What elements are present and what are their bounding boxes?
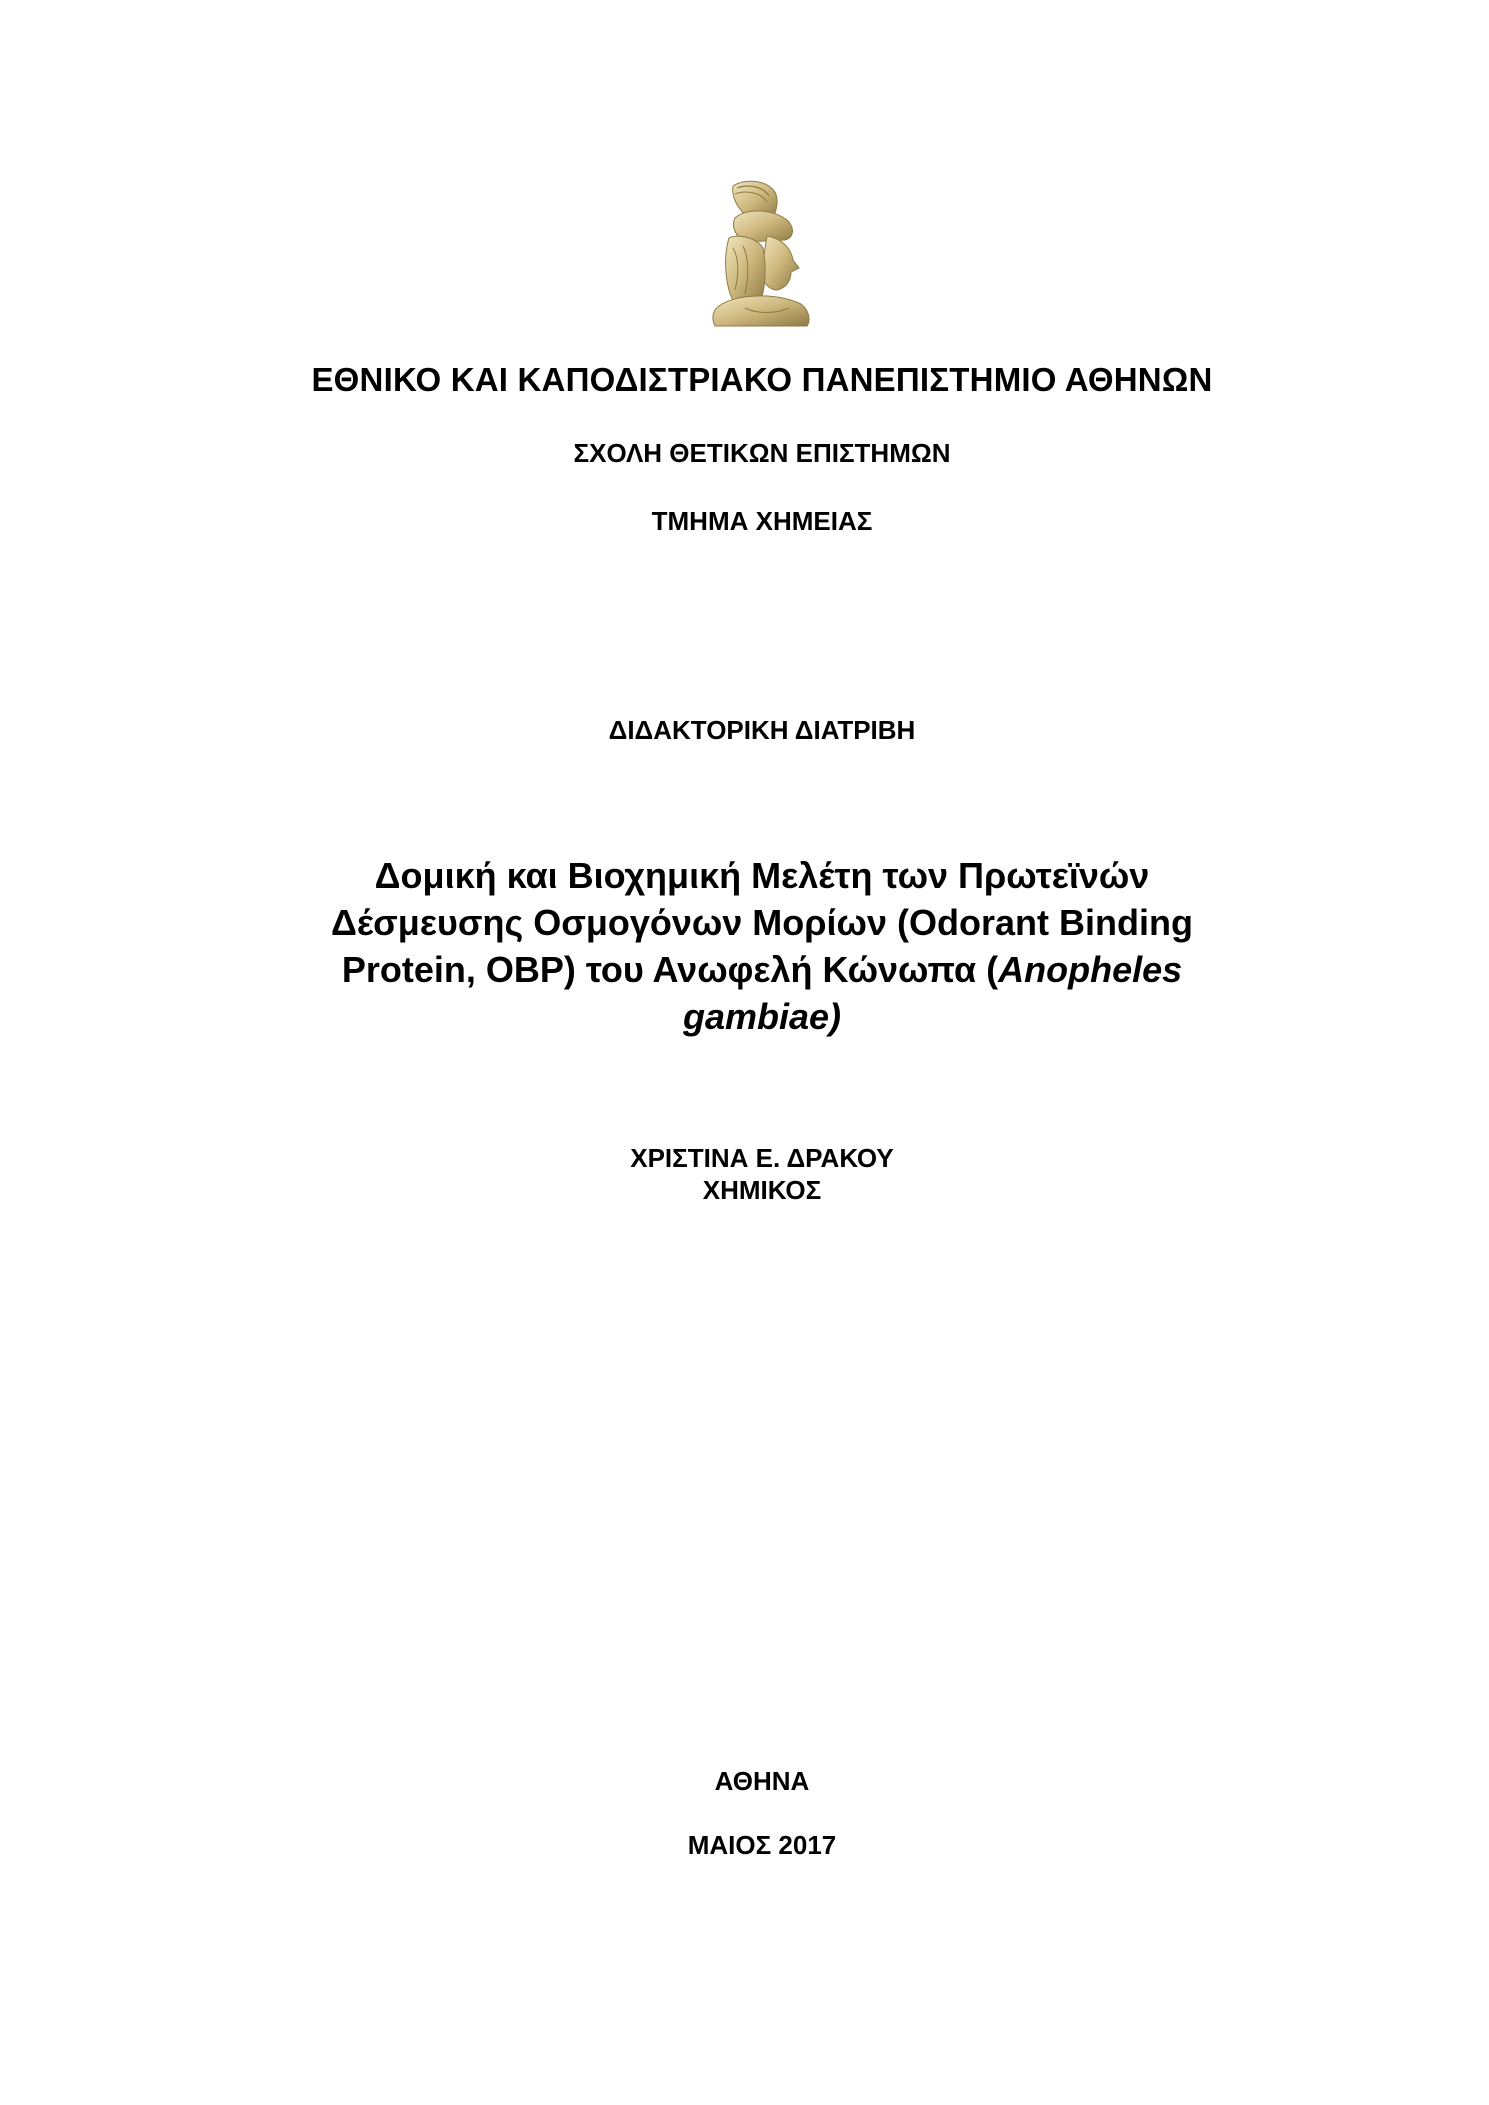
school-name: ΣΧΟΛΗ ΘΕΤΙΚΩΝ ΕΠΙΣΤΗΜΩΝ <box>573 438 951 468</box>
document-type: ΔΙΔΑΚΤΟΡΙΚΗ ΔΙΑΤΡΙΒΗ <box>608 715 916 745</box>
author-profession: ΧΗΜΙΚΟΣ <box>702 1175 822 1205</box>
author-name: ΧΡΙΣΤΙΝΑ Ε. ΔΡΑΚΟΥ <box>630 1143 894 1173</box>
author-block <box>0 1142 1489 1206</box>
athena-emblem-icon <box>705 178 815 328</box>
department-name: ΤΜΗΜΑ ΧΗΜΕΙΑΣ <box>651 506 873 536</box>
thesis-title-species: Anopheles gambiae) <box>682 949 1183 1037</box>
publication-date: ΜΑΙΟΣ 2017 <box>687 1830 837 1860</box>
thesis-title-main: Δομική και Βιοχημική Μελέτη των Πρωτεϊνών Δέσμευσης Οσμογόνων Μορίων (Odorant Binding Protein, OBP) του Ανωφελή Κώνωπα ( <box>331 855 1193 990</box>
university-name: ΕΘΝΙΚΟ ΚΑΙ ΚΑΠΟΔΙΣΤΡΙΑΚΟ ΠΑΝΕΠΙΣΤΗΜΙΟ ΑΘΗΝΩΝ <box>311 361 1213 398</box>
city: ΑΘΗΝΑ <box>714 1766 810 1796</box>
thesis-title <box>282 852 1242 1040</box>
